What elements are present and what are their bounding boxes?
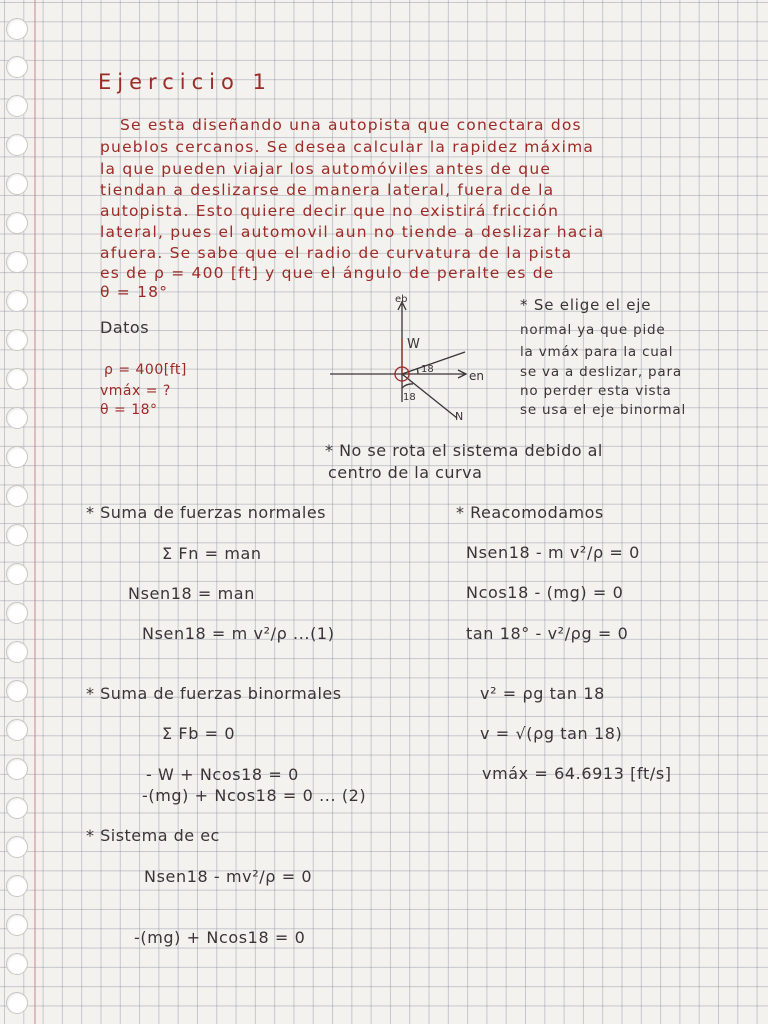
n-label: N <box>455 410 464 422</box>
binder-hole <box>6 251 28 273</box>
note-eje-line: normal ya que pide <box>520 322 666 338</box>
reacomodamos-eq: Ncos18 - (mg) = 0 <box>466 583 624 602</box>
binormales-heading: * Suma de fuerzas binormales <box>86 684 342 703</box>
binder-hole <box>6 134 28 156</box>
binormales-eq: Σ Fb = 0 <box>162 724 236 743</box>
datos-rho: ρ = 400[ft] <box>104 362 187 378</box>
statement-line: autopista. Esto quiere decir que no existirá fricción <box>100 202 560 220</box>
binder-hole <box>6 680 28 702</box>
en-label: en <box>469 369 484 383</box>
binder-hole <box>6 953 28 975</box>
statement-line: θ = 18° <box>100 283 169 301</box>
datos-vmax: vmáx = ? <box>100 383 171 399</box>
eb-label: eb <box>395 294 408 305</box>
binder-hole <box>6 368 28 390</box>
statement-line: es de ρ = 400 [ft] y que el ángulo de peralte es de <box>100 264 555 282</box>
note-sistema-line: centro de la curva <box>328 463 483 482</box>
statement-line: la que pueden viajar los automóviles antes de que <box>100 160 552 178</box>
sistema-eq: Nsen18 - mv²/ρ = 0 <box>144 867 313 886</box>
binder-hole <box>6 797 28 819</box>
w-label: W <box>407 337 420 352</box>
statement-line: tiendan a deslizarse de manera lateral, fuera de la <box>100 181 555 199</box>
normales-heading: * Suma de fuerzas normales <box>86 503 327 522</box>
binder-hole <box>6 875 28 897</box>
reacomodamos-eq: v² = ρg tan 18 <box>480 684 605 703</box>
reacomodamos-heading: * Reacomodamos <box>456 503 604 522</box>
note-eje-line: la vmáx para la cual <box>520 344 674 360</box>
binder-hole <box>6 524 28 546</box>
angle-label-top: 18 <box>421 364 434 375</box>
binder-hole <box>6 602 28 624</box>
sistema-heading: * Sistema de ec <box>86 826 220 845</box>
binder-hole <box>6 446 28 468</box>
binder-hole <box>6 173 28 195</box>
reacomodamos-eq: tan 18° - v²/ρg = 0 <box>466 624 629 643</box>
binder-hole <box>6 719 28 741</box>
angle-label-bottom: 18 <box>403 392 416 403</box>
binder-hole <box>6 290 28 312</box>
binder-hole <box>6 641 28 663</box>
binder-hole <box>6 56 28 78</box>
binder-holes <box>6 0 30 1024</box>
binormales-eq: - W + Ncos18 = 0 <box>146 765 299 784</box>
exercise-title: Ejercicio 1 <box>98 70 272 94</box>
note-sistema-line: * No se rota el sistema debido al <box>325 441 603 460</box>
reacomodamos-eq: v = √(ρg tan 18) <box>480 724 623 743</box>
note-eje-line: no perder esta vista <box>520 383 672 399</box>
binder-hole <box>6 563 28 585</box>
angle-arc-top <box>417 368 418 374</box>
reacomodamos-eq: Nsen18 - m v²/ρ = 0 <box>466 543 640 562</box>
note-eje-line: se usa el eje binormal <box>520 402 687 418</box>
binder-hole <box>6 95 28 117</box>
note-eje-line: se va a deslizar, para <box>520 364 682 380</box>
sistema-eq: -(mg) + Ncos18 = 0 <box>134 928 306 947</box>
binder-hole <box>6 485 28 507</box>
datos-theta: θ = 18° <box>100 402 158 418</box>
normales-eq: Nsen18 = m v²/ρ ...(1) <box>142 624 335 643</box>
note-eje-line: * Se elige el eje <box>520 296 652 314</box>
free-body-diagram <box>325 292 515 422</box>
binder-hole <box>6 914 28 936</box>
binder-hole <box>6 329 28 351</box>
statement-line: Se esta diseñando una autopista que conectara dos <box>120 116 582 134</box>
reacomodamos-result: vmáx = 64.6913 [ft/s] <box>482 764 672 783</box>
normales-eq: Σ Fn = man <box>162 544 262 563</box>
statement-line: pueblos cercanos. Se desea calcular la rapidez máxima <box>100 138 595 156</box>
binder-hole <box>6 758 28 780</box>
statement-line: afuera. Se sabe que el radio de curvatura de la pista <box>100 244 573 262</box>
statement-line: lateral, pues el automovil aun no tiende a deslizar hacia <box>100 223 605 241</box>
binormales-eq: -(mg) + Ncos18 = 0 ... (2) <box>142 786 367 805</box>
binder-hole <box>6 836 28 858</box>
datos-heading: Datos <box>100 318 150 337</box>
page-margin-line <box>34 0 36 1024</box>
angle-arc-bottom <box>402 384 413 388</box>
binder-hole <box>6 212 28 234</box>
binder-hole <box>6 407 28 429</box>
normales-eq: Nsen18 = man <box>128 584 255 603</box>
binder-hole <box>6 992 28 1014</box>
binder-hole <box>6 18 28 40</box>
